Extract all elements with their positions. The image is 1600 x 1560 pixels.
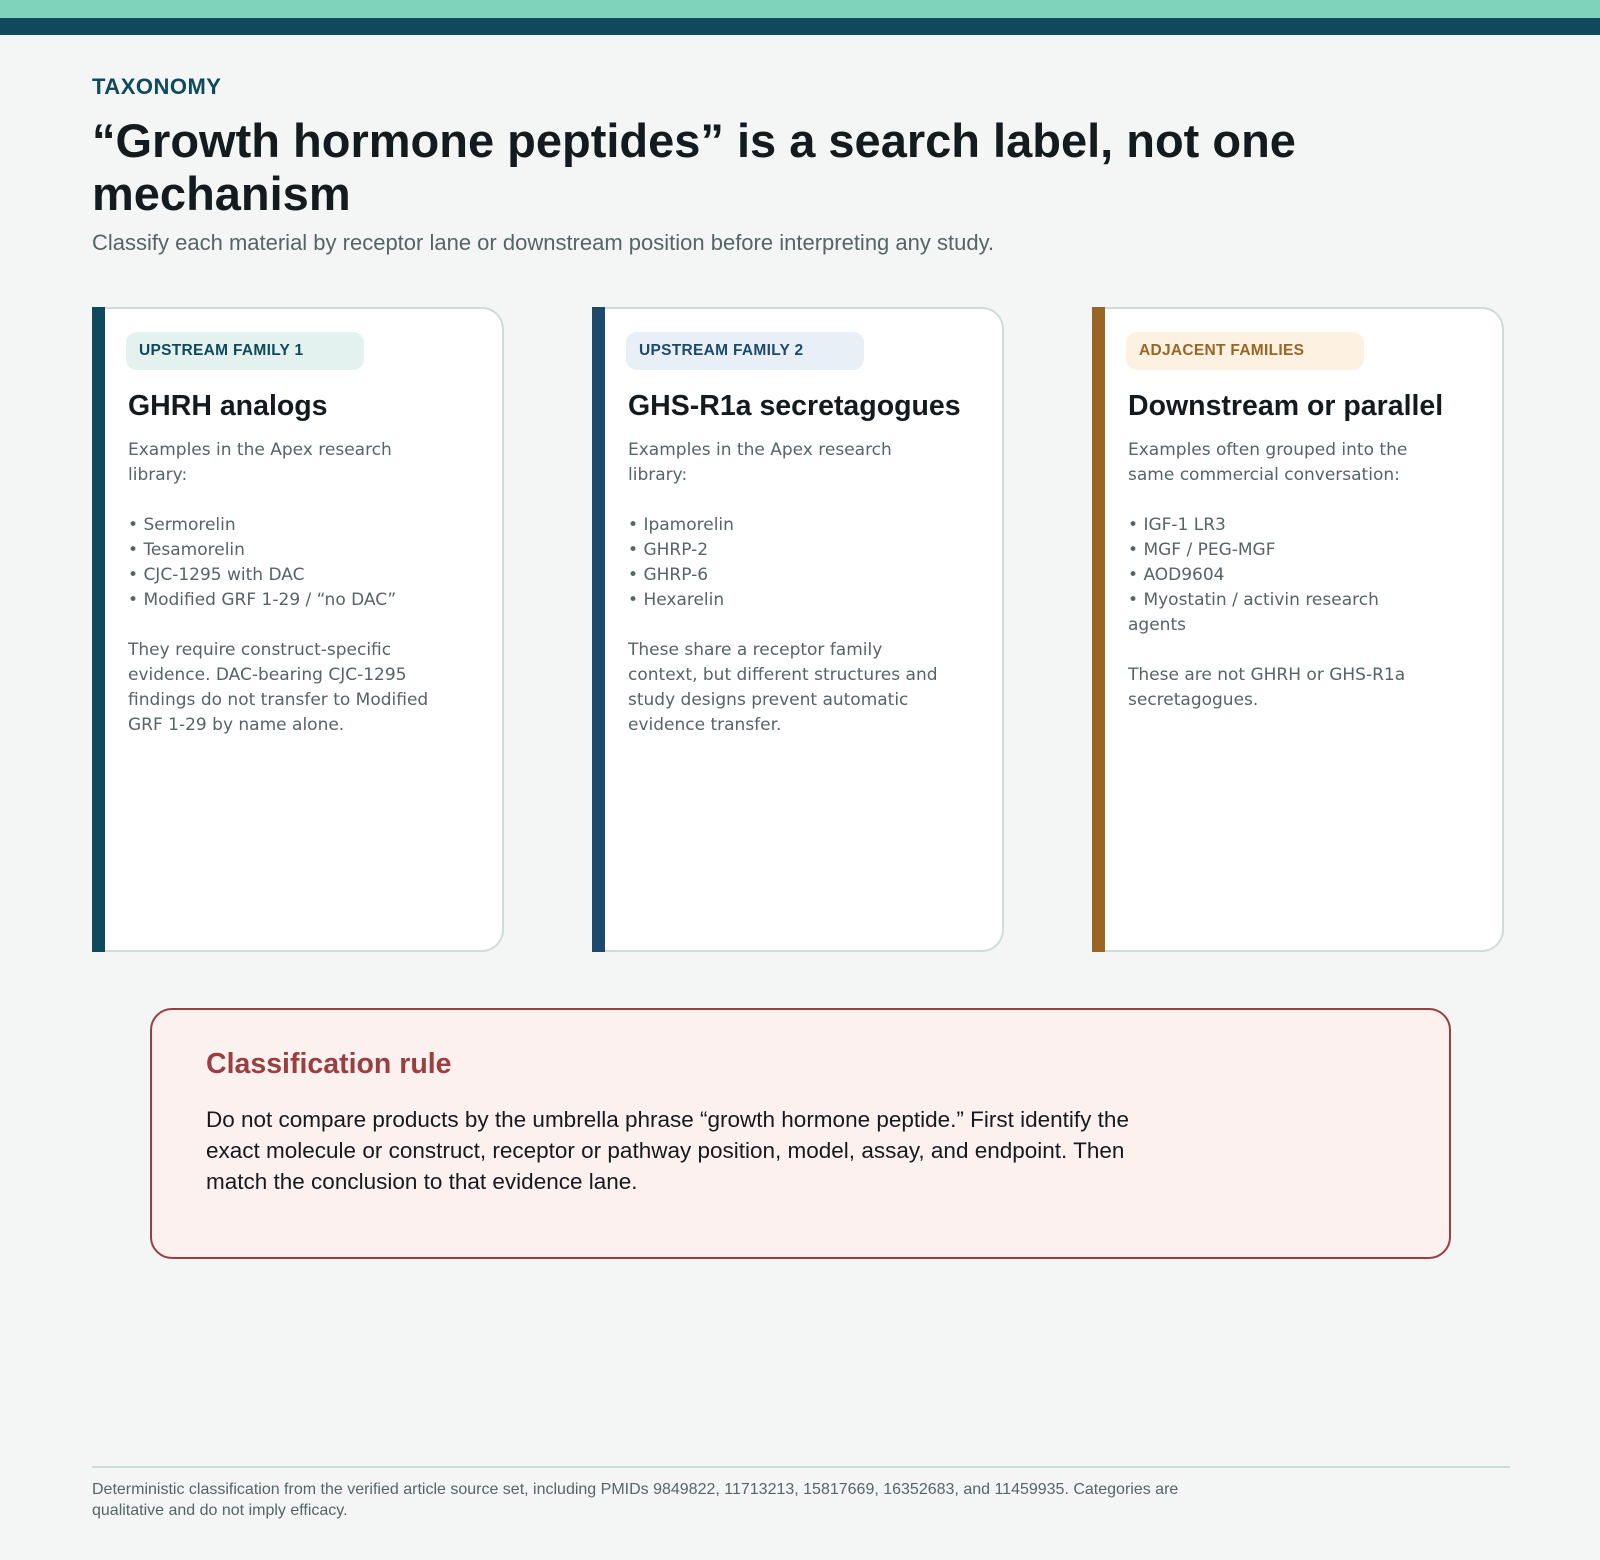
card-note: These are not GHRH or GHS-R1a secretagogues. — [1128, 665, 1406, 710]
list-item: • CJC-1295 with DAC — [128, 563, 438, 588]
card-accent-stripe — [92, 307, 105, 952]
card-ghrh-analogs — [92, 307, 504, 952]
card-title: GHRH analogs — [128, 390, 328, 422]
card-title: Downstream or parallel — [1128, 390, 1444, 422]
card-ghs-secretagogues — [592, 307, 1004, 952]
card-tag: UPSTREAM FAMILY 2 — [626, 332, 864, 370]
card-accent-stripe — [1092, 307, 1105, 952]
list-item: • IGF-1 LR3 — [1128, 513, 1438, 538]
list-item: • GHRP-2 — [628, 538, 938, 563]
card-body — [128, 438, 438, 738]
top-accent-bar-dark — [0, 18, 1600, 35]
card-title: GHS-R1a secretagogues — [628, 390, 961, 422]
rule-text: Do not compare products by the umbrella phrase “growth hormone peptide.” First identify the exact molecule or construct, receptor or pathway position, model, assay, and endpoint. Then match the conclusion to that evidence lane. — [206, 1107, 1129, 1194]
card-intro: Examples in the Apex research library: — [628, 440, 892, 485]
example-list — [628, 513, 938, 613]
card-body — [1128, 438, 1438, 713]
rule-title: Classification rule — [206, 1048, 452, 1080]
example-list — [128, 513, 438, 613]
page-subtitle: Classify each material by receptor lane or downstream position before interpreting any study. — [92, 230, 995, 255]
list-item: • Tesamorelin — [128, 538, 438, 563]
card-tag: ADJACENT FAMILIES — [1126, 332, 1364, 370]
card-tag: UPSTREAM FAMILY 1 — [126, 332, 364, 370]
list-item: • AOD9604 — [1128, 563, 1438, 588]
list-item: • Myostatin / activin research agents — [1128, 588, 1438, 638]
top-accent-bar — [0, 0, 1600, 18]
card-intro: Examples often grouped into the same commercial conversation: — [1128, 440, 1408, 485]
card-note: They require construct-specific evidence. DAC-bearing CJC-1295 findings do not transfer to Modified GRF 1-29 by name alone. — [128, 640, 429, 735]
example-list — [1128, 513, 1438, 638]
list-item: • GHRP-6 — [628, 563, 938, 588]
card-adjacent-families — [1092, 307, 1504, 952]
footer-divider — [92, 1466, 1510, 1468]
list-item: • MGF / PEG-MGF — [1128, 538, 1438, 563]
card-intro: Examples in the Apex research library: — [128, 440, 392, 485]
card-body — [628, 438, 938, 738]
classification-rule-callout — [150, 1008, 1451, 1259]
list-item: • Hexarelin — [628, 588, 938, 613]
list-item: • Ipamorelin — [628, 513, 938, 538]
list-item: • Sermorelin — [128, 513, 438, 538]
eyebrow-label: TAXONOMY — [92, 74, 222, 99]
page-title: “Growth hormone peptides” is a search label, not one mechanism — [92, 114, 1296, 220]
card-note: These share a receptor family context, but different structures and study designs prevent automatic evidence transfer. — [628, 640, 938, 735]
list-item: • Modified GRF 1-29 / “no DAC” — [128, 588, 438, 613]
card-accent-stripe — [592, 307, 605, 952]
footer-note: Deterministic classification from the verified article source set, including PMIDs 9849822, 11713213, 15817669, 16352683, and 11459935. Categories are qualitative and do not imply efficacy. — [92, 1481, 1179, 1519]
